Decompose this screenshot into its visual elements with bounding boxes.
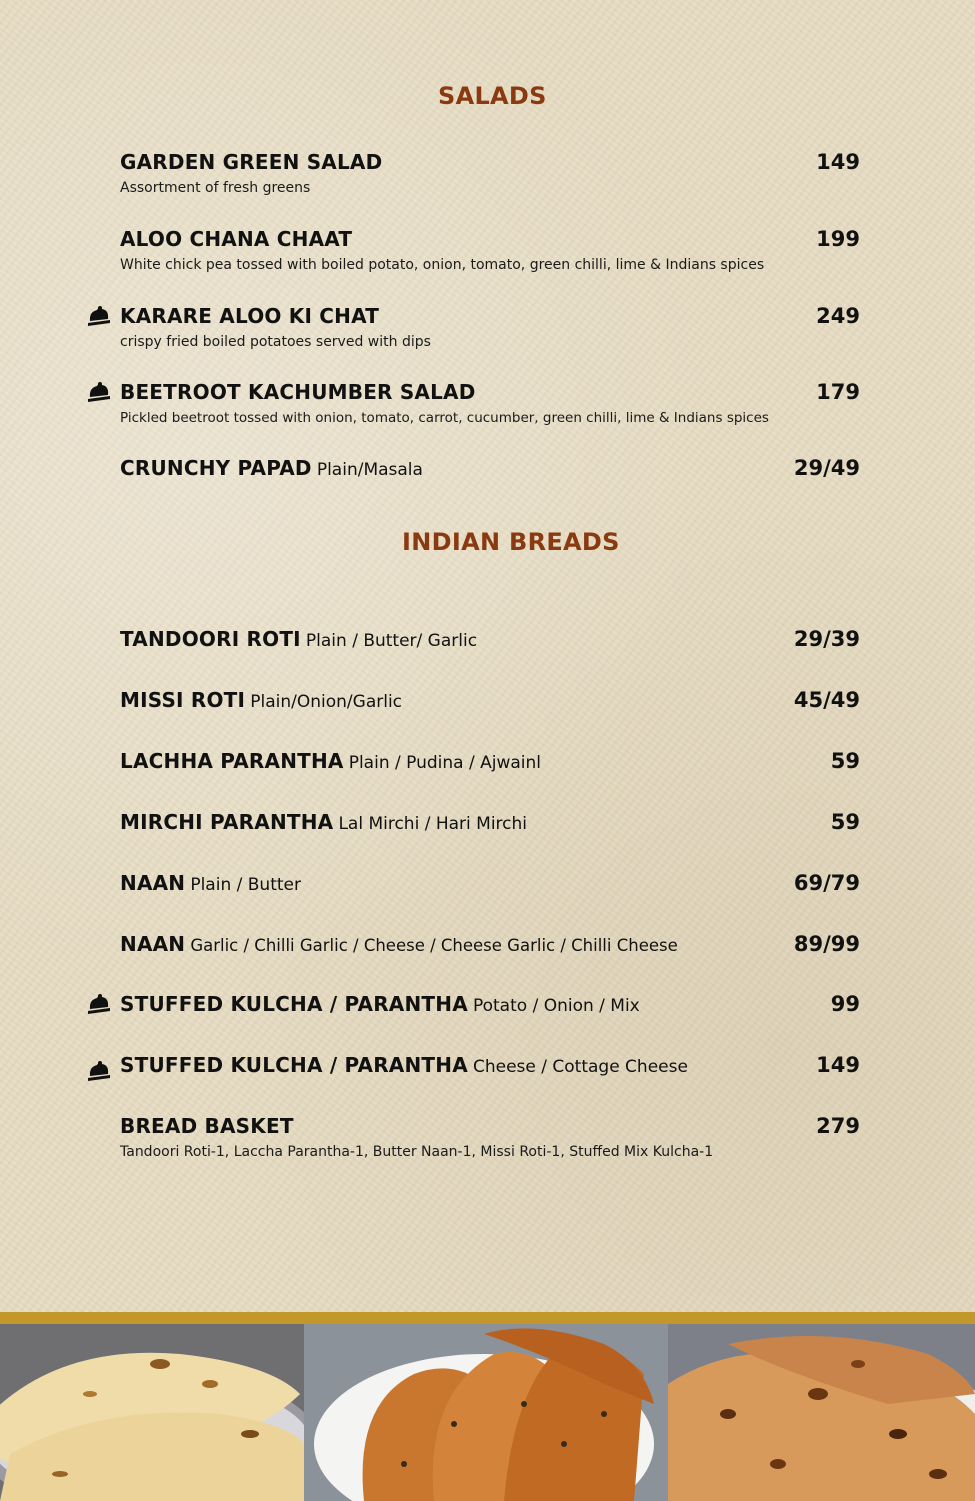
- item-price: 89/99: [793, 932, 860, 956]
- item-price: 99: [830, 992, 860, 1016]
- menu-item: [120, 1114, 860, 1160]
- breads-title: INDIAN BREADS: [402, 528, 620, 556]
- item-description: Pickled beetroot tossed with onion, tomato, carrot, cucumber, green chilli, lime & Indians spices: [120, 410, 769, 426]
- item-description: White chick pea tossed with boiled potato, onion, tomato, green chilli, lime & Indians spices: [120, 257, 765, 273]
- salads-title: SALADS: [438, 82, 547, 110]
- menu-item: [120, 749, 860, 773]
- item-variants: Potato / Onion / Mix: [472, 996, 640, 1016]
- menu-item: [120, 304, 860, 350]
- item-name: LACHHA PARANTHA: [120, 749, 344, 773]
- item-price: 59: [830, 810, 860, 834]
- item-price: 59: [830, 749, 860, 773]
- item-name: TANDOORI ROTI: [120, 627, 301, 651]
- menu-item: [120, 871, 860, 895]
- menu-item: [120, 380, 860, 426]
- tandoori-roti-photo: [668, 1324, 975, 1501]
- bread-photo-strip: [0, 1324, 975, 1501]
- item-name: NAAN: [120, 871, 186, 895]
- menu-item: [120, 810, 860, 834]
- chef-hat-icon: [86, 1059, 112, 1083]
- item-description: crispy fried boiled potatoes served with dips: [120, 334, 431, 350]
- item-name: BEETROOT KACHUMBER SALAD: [120, 380, 476, 404]
- item-price: 279: [816, 1114, 860, 1138]
- item-variants: Plain / Butter: [190, 875, 301, 895]
- menu-item: [120, 456, 860, 480]
- item-variants: Plain / Butter/ Garlic: [305, 631, 478, 651]
- gold-divider-bar: [0, 1312, 975, 1324]
- item-price: 29/39: [793, 627, 860, 651]
- naan-photo: [0, 1324, 304, 1501]
- menu-item: [120, 627, 860, 651]
- item-name: MISSI ROTI: [120, 688, 246, 712]
- item-name: STUFFED KULCHA / PARANTHA: [120, 1053, 468, 1077]
- menu-item: [120, 688, 860, 712]
- item-name: NAAN: [120, 932, 186, 956]
- chef-hat-icon: [86, 380, 112, 404]
- item-price: 69/79: [793, 871, 860, 895]
- item-variants: Cheese / Cottage Cheese: [472, 1057, 688, 1077]
- menu-item: [120, 932, 860, 956]
- item-name: ALOO CHANA CHAAT: [120, 227, 353, 251]
- chef-hat-icon: [86, 304, 112, 328]
- item-description: Tandoori Roti-1, Laccha Parantha-1, Butter Naan-1, Missi Roti-1, Stuffed Mix Kulcha-1: [120, 1144, 714, 1160]
- item-name: KARARE ALOO KI CHAT: [120, 304, 380, 328]
- parantha-photo: [304, 1324, 668, 1501]
- item-variants: Plain/Onion/Garlic: [250, 692, 403, 712]
- item-price: 149: [816, 1053, 860, 1077]
- item-price: 199: [816, 227, 860, 251]
- item-name: CRUNCHY PAPAD: [120, 456, 312, 480]
- item-variants: Lal Mirchi / Hari Mirchi: [338, 814, 528, 834]
- menu-item: [120, 227, 860, 273]
- item-name: STUFFED KULCHA / PARANTHA: [120, 992, 468, 1016]
- item-price: 29/49: [793, 456, 860, 480]
- menu-item: [120, 150, 860, 196]
- item-price: 45/49: [793, 688, 860, 712]
- item-variants: Garlic / Chilli Garlic / Cheese / Cheese Garlic / Chilli Cheese: [190, 936, 678, 955]
- item-name: BREAD BASKET: [120, 1114, 294, 1138]
- menu-item: [120, 1053, 860, 1077]
- chef-hat-icon: [86, 992, 112, 1016]
- item-variants: Plain / Pudina / Ajwainl: [348, 753, 541, 773]
- item-variants: Plain/Masala: [316, 460, 423, 480]
- item-price: 179: [816, 380, 860, 404]
- item-price: 149: [816, 150, 860, 174]
- item-name: GARDEN GREEN SALAD: [120, 150, 383, 174]
- item-price: 249: [816, 304, 860, 328]
- menu-item: [120, 992, 860, 1016]
- item-description: Assortment of fresh greens: [120, 180, 311, 196]
- item-name: MIRCHI PARANTHA: [120, 810, 334, 834]
